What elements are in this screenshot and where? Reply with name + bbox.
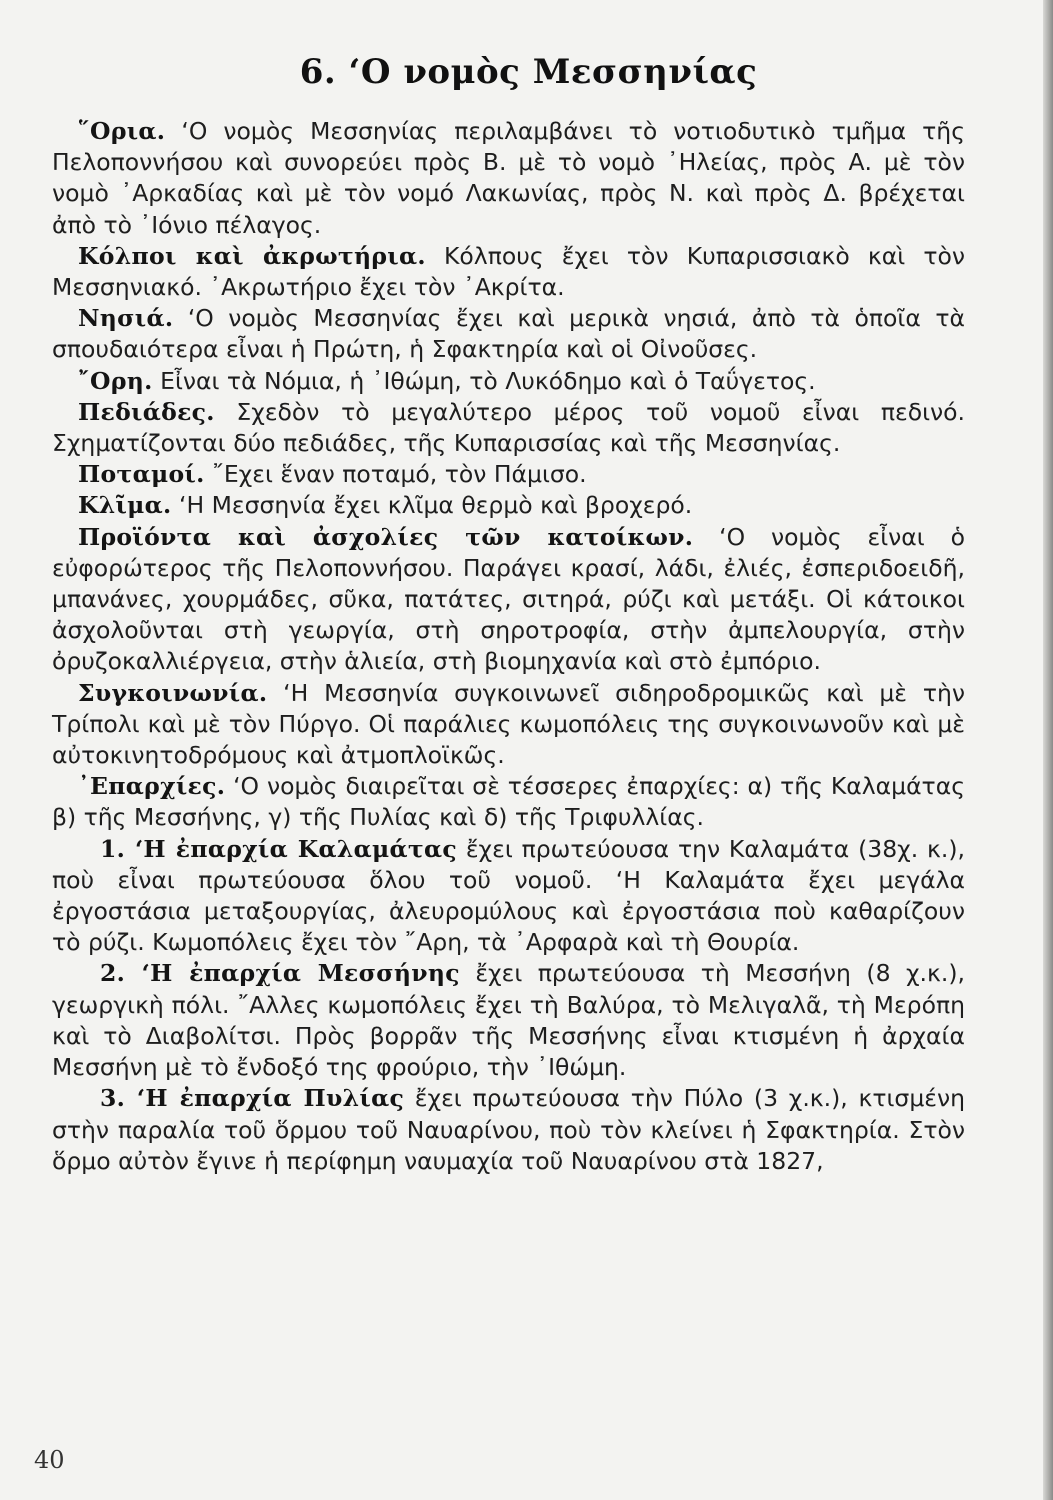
section-heading: Κόλποι καὶ ἀκρωτήρια. xyxy=(78,241,426,270)
section-text: ‘Ο νομὸς Μεσσηνίας περιλαμβάνει τὸ νοτιοδυτικὸ τμῆμα τῆς Πελοποννήσου καὶ συνορεύει πρὸς Β. μὲ τὸ νομὸ ᾿Ηλείας, πρὸς Α. μὲ τὸν νομὸ ᾿Αρκαδίας καὶ μὲ τὸν νομό Λακωνίας, πρὸς Ν. καὶ πρὸς Δ. βρέχεται ἀπὸ τὸ ᾿Ιόνιο πέλαγος. xyxy=(52,117,965,239)
section-heading: ῎Ορη. xyxy=(78,366,153,395)
section-text: Σχεδὸν τὸ μεγαλύτερο μέρος τοῦ νομοῦ εἶναι πεδινό. Σχηματίζονται δύο πεδιάδες, τῆς Κυπαρισσίας καὶ τῆς Μεσσηνίας. xyxy=(52,397,965,458)
paragraph-transport xyxy=(52,678,965,772)
section-heading: ῞Ορια. xyxy=(78,117,166,145)
paragraph-plains xyxy=(52,397,965,459)
province-kalamata xyxy=(52,834,965,959)
paragraph-islands xyxy=(52,303,965,365)
section-heading: ᾿Επαρχίες. xyxy=(78,772,226,801)
page-title: 6. ‘Ο νομὸς Μεσσηνίας xyxy=(299,52,758,92)
section-text: ‘Η Μεσσηνία ἔχει κλῖμα θερμὸ καὶ βροχερό. xyxy=(171,491,693,520)
page-number: 40 xyxy=(34,1446,65,1474)
section-text: ‘Ο νομὸς διαιρεῖται σὲ τέσσερες ἐπαρχίες: α) τῆς Καλαμάτας β) τῆς Μεσσήνης, γ) τῆς Πυλίας καὶ δ) τῆς Τριφυλλίας. xyxy=(52,772,965,832)
paragraph-climate xyxy=(52,490,965,521)
section-text: ‘Ο νομὸς Μεσσηνίας ἔχει καὶ μερικὰ νησιά, ἀπὸ τὰ ὁποῖα τὰ σπουδαιότερα εἶναι ἡ Πρώτη, ἡ Σφακτηρία καὶ οἱ Οἰνοῦσες. xyxy=(52,304,965,364)
province-heading: 2. ‘Η ἐπαρχία Μεσσήνης xyxy=(100,959,460,988)
section-text: Κόλπους ἔχει τὸν Κυπαρισσιακὸ καὶ τὸν Μεσσηνιακό. ᾿Ακρωτήριο ἔχει τὸν ᾿Ακρίτα. xyxy=(52,241,966,302)
province-messini xyxy=(52,958,965,1083)
section-heading: Νησιά. xyxy=(78,304,174,333)
province-heading: 3. ‘Η ἐπαρχία Πυλίας xyxy=(100,1084,405,1113)
section-text: ῎Εχει ἕναν ποταμό, τὸν Πάμισο. xyxy=(204,460,587,489)
section-text: ‘Ο νομὸς εἶναι ὁ εὐφορώτερος τῆς Πελοποννήσου. Παράγει κρασί, λάδι, ἐλιές, ἐσπεριδοειδῆ, μπανάνες, χουρμάδες, σῦκα, πατάτες, σιτηρά, ρύζι καὶ μετάξι. Οἱ κάτοικοι ἀσχολοῦνται στὴ γεωργία, στὴ σηροτροφία, στὴν ἀμπελουργία, στὴν ὀρυζοκαλλιέργεια, στὴν ἁλιεία, στὴ βιομηχανία καὶ στὸ ἐμπόριο. xyxy=(52,522,965,676)
province-text: ἔχει πρωτεύουσα τὴ Μεσσήνη (8 χ.κ.), γεωργικὴ πόλι. ῎Αλλες κωμοπόλεις ἔχει τὴ Βαλύρα, τὸ Μελιγαλᾶ, τὴ Μερόπη καὶ τὸ Διαβολίτσι. Πρὸς βορρᾶν τῆς Μεσσήνης εἶναι κτισμένη ἡ ἀρχαία Μεσσήνη μὲ τὸ ἔνδοξό της φρούριο, τὴν ᾿Ιθώμη. xyxy=(52,959,965,1082)
book-spine-shadow xyxy=(1043,0,1053,1500)
section-heading: Συγκοινωνία. xyxy=(78,678,268,707)
section-heading: Προϊόντα καὶ ἀσχολίες τῶν κατοίκων. xyxy=(78,522,694,551)
body-text xyxy=(52,116,965,1177)
section-heading: Ποταμοί. xyxy=(78,460,205,489)
section-text: ‘Η Μεσσηνία συγκοινωνεῖ σιδηροδρομικῶς καὶ μὲ τὴν Τρίπολι καὶ μὲ τὸν Πύργο. Οἱ παράλιες κωμοπόλεις της συγκοινωνοῦν καὶ μὲ αὐτοκινητοδρόμους καὶ ἀτμοπλοϊκῶς. xyxy=(52,678,965,770)
paragraph-borders xyxy=(52,116,965,241)
paragraph-gulfs-capes xyxy=(52,241,965,303)
province-pylia xyxy=(52,1083,965,1177)
province-text: ἔχει πρωτεύουσα την Καλαμάτα (38χ. κ.), ποὺ εἶναι πρωτεύουσα ὅλου τοῦ νομοῦ. ‘Η Καλαμάτα ἔχει μεγάλα ἐργοστάσια μεταξουργίας, ἀλευρομύλους καὶ ἐργοστάσια ποὺ καθαρίζουν τὸ ρύζι. Κωμοπόλεις ἔχει τὸν ῎Αρη, τὰ ᾿Αρφαρὰ καὶ τὴ Θουρία. xyxy=(52,834,965,957)
province-text: ἔχει πρωτεύουσα τὴν Πύλο (3 χ.κ.), κτισμένη στὴν παραλία τοῦ ὅρμου τοῦ Ναυαρίνου, ποὺ τὸν κλείνει ἡ Σφακτηρία. Στὸν ὅρμο αὐτὸν ἔγινε ἡ περίφημη ναυμαχία τοῦ Ναυαρίνου στὰ 1827, xyxy=(52,1084,965,1175)
section-heading: Κλῖμα. xyxy=(78,491,172,520)
paragraph-rivers xyxy=(52,459,965,490)
paragraph-provinces xyxy=(52,771,965,833)
paragraph-mountains xyxy=(52,366,965,397)
province-heading: 1. ‘Η ἐπαρχία Καλαμάτας xyxy=(100,834,458,863)
paragraph-products xyxy=(52,522,965,678)
section-text: Εἶναι τὰ Νόμια, ἡ ᾿Ιθώμη, τὸ Λυκόδημο καὶ ὁ Ταΰγετος. xyxy=(152,366,816,395)
section-heading: Πεδιάδες. xyxy=(78,397,215,426)
